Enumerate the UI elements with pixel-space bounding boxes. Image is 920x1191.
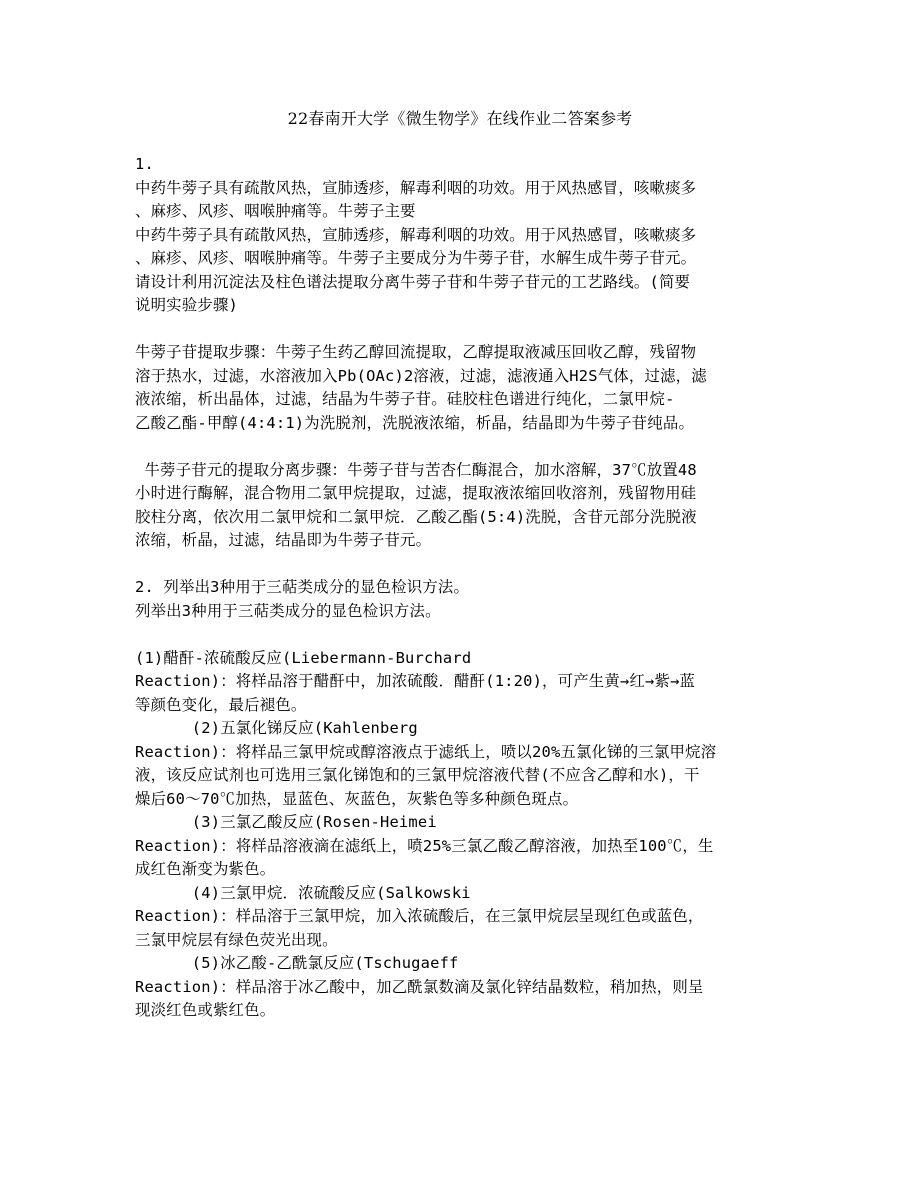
question-1-line: 中药牛蒡子具有疏散风热，宣肺透疹，解毒利咽的功效。用于风热感冒，咳嗽痰多 — [135, 225, 697, 244]
question-1-line: 中药牛蒡子具有疏散风热，宣肺透疹，解毒利咽的功效。用于风热感冒，咳嗽痰多 — [135, 178, 697, 197]
answer-2-line: 三氯甲烷层有绿色荧光出现。 — [135, 930, 338, 949]
answer-2-line: 成红色渐变为紫色。 — [135, 860, 276, 878]
answer-2-line: 现淡红色或紫红色。 — [135, 1001, 276, 1019]
answer-1-part1-line: 液浓缩，析出晶体，过滤，结晶为牛蒡子苷。硅胶柱色谱进行纯化，二氯甲烷- — [135, 390, 675, 408]
question-1-line: 请设计利用沉淀法及柱色谱法提取分离牛蒡子苷和牛蒡子苷元的工艺路线。(简要 — [135, 272, 691, 291]
answer-2-line: Reaction)：将样品溶于醋酐中，加浓硫酸．醋酐(1:20)，可产生黄→红→紫→蓝 — [135, 672, 696, 690]
answer-2-line: (4)三氯甲烷．浓硫酸反应(Salkowski — [135, 883, 471, 902]
paragraph-spacer — [135, 553, 795, 577]
answer-1-part2-line: 小时进行酶解，混合物用二氯甲烷提取，过滤，提取液浓缩回收溶剂，残留物用硅 — [135, 484, 697, 502]
answer-1-part2-line: 牛蒡子苷元的提取分离步骤：牛蒡子苷与苦杏仁酶混合，加水溶解，37℃放置48 — [135, 460, 697, 479]
paragraph-spacer — [135, 435, 795, 459]
paragraph-spacer — [135, 623, 795, 647]
answer-1-part1-line: 乙酸乙酯-甲醇(4:4:1)为洗脱剂，洗脱液浓缩，析晶，结晶即为牛蒡子苷纯品。 — [135, 413, 695, 432]
document-body — [135, 153, 795, 1023]
question-2-line: 2. 列举出3种用于三萜类成分的显色检识方法。 — [135, 578, 470, 596]
question-1-line: 说明实验步骤) — [135, 296, 239, 314]
answer-1-part2-line: 浓缩，析晶，过滤，结晶即为牛蒡子苷元。 — [135, 531, 432, 549]
question-1-line: 、麻疹、风疹、咽喉肿痛等。牛蒡子主要 — [135, 202, 416, 220]
answer-2-line: Reaction)：样品溶于冰乙酸中，加乙酰氯数滴及氯化锌结晶数粒，稍加热，则呈 — [135, 977, 704, 996]
page-title: 22春南开大学《微生物学》在线作业二答案参考 — [287, 109, 633, 128]
answer-2-line: 燥后60～70℃加热，显蓝色、灰蓝色，灰紫色等多种颜色斑点。 — [135, 789, 579, 808]
answer-2-line: (2)五氯化锑反应(Kahlenberg — [135, 719, 418, 737]
answer-1-part1-line: 溶于热水，过滤，水溶液加入Pb(OAc)2溶液，过滤，滤液通入H2S气体，过滤，滤 — [135, 366, 707, 385]
answer-2-line: (5)冰乙酸-乙酰氯反应(Tschugaeff — [135, 954, 459, 972]
answer-2-line: Reaction)：样品溶于三氯甲烷，加入浓硫酸后，在三氯甲烷层呈现红色或蓝色， — [135, 907, 704, 925]
paragraph-spacer — [135, 318, 795, 342]
answer-2-line: (1)醋酐-浓硫酸反应(Liebermann-Burchard — [135, 648, 472, 667]
answer-2-line: Reaction)：将样品三氯甲烷或醇溶液点于滤纸上，喷以20%五氯化锑的三氯甲烷溶 — [135, 742, 717, 761]
question-1-line: 、麻疹、风疹、咽喉肿痛等。牛蒡子主要成分为牛蒡子苷，水解生成牛蒡子苷元。 — [135, 249, 697, 267]
question-1-number: 1. — [135, 155, 154, 173]
answer-2-line: (3)三氯乙酸反应(Rosen-Heimei — [135, 813, 437, 831]
answer-2-line: Reaction)：将样品溶液滴在滤纸上，喷25%三氯乙酸乙醇溶液，加热至100℃，生 — [135, 836, 714, 855]
answer-2-line: 等颜色变化，最后褪色。 — [135, 695, 307, 714]
answer-2-line: 液，该反应试剂也可选用三氯化锑饱和的三氯甲烷溶液代替(不应含乙醇和水)，干 — [135, 766, 700, 784]
answer-1-part1-line: 牛蒡子苷提取步骤：牛蒡子生药乙醇回流提取，乙醇提取液减压回收乙醇，残留物 — [135, 343, 697, 361]
answer-1-part2-line: 胶柱分离，依次用二氯甲烷和二氯甲烷．乙酸乙酯(5:4)洗脱，含苷元部分洗脱液 — [135, 507, 697, 526]
question-2-line: 列举出3种用于三萜类成分的显色检识方法。 — [135, 601, 441, 620]
